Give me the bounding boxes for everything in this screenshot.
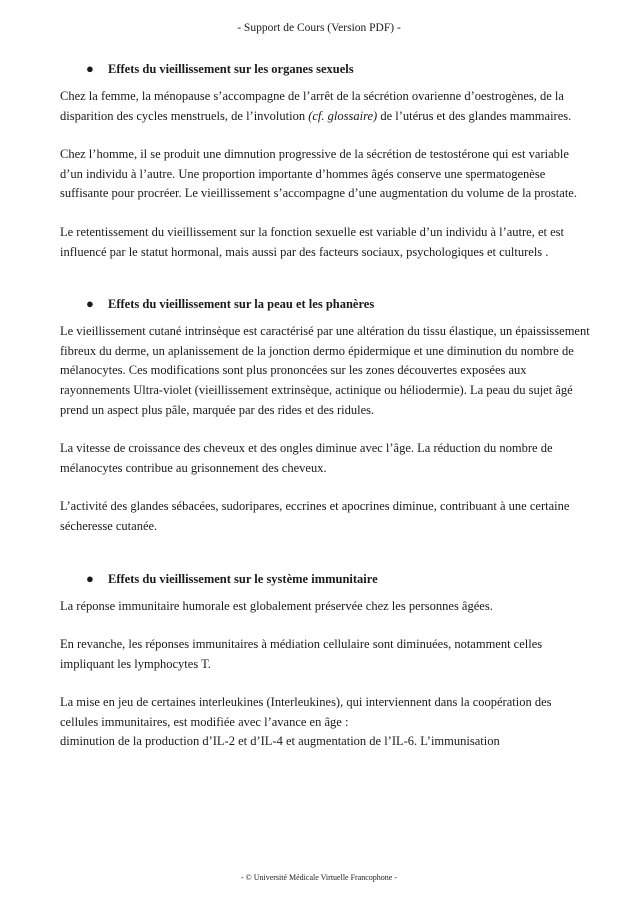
paragraph [60,87,590,126]
paragraph-text: Chez la femme, la ménopause s’accompagne de l’arrêt de la sécrétion ovarienne d’oestrogènes, de la disparition des cycles menstruels, de l’involution [60,89,564,123]
bullet-icon: ● [86,296,94,312]
paragraph: L’activité des glandes sébacées, sudoripares, eccrines et apocrines diminue, contribuant à une certaine sécheresse cutanée. [60,499,570,533]
section-heading-organes-sexuels [86,60,590,78]
bullet-icon: ● [86,570,94,586]
bullet-icon: ● [86,61,94,76]
page-header: - Support de Cours (Version PDF) - [237,22,401,34]
section-heading-systeme-immunitaire [86,570,590,588]
paragraph: Chez l’homme, il se produit une dimnution progressive de la sécrétion de testostérone qui est variable d’un individu à l’autre. Une proportion importante d’hommes âgés conserve une spermatogenèse suffisante pour procréer. Le vieillissement s’accompagne d’une augmentation du volume de la prostate. [60,147,577,201]
document-body [60,60,590,771]
section-heading-text: Effets du vieillissement sur la peau et les phanères [108,297,375,312]
paragraph: La réponse immunitaire humorale est globalement préservée chez les personnes âgées. [60,598,493,613]
paragraph: Le vieillissement cutané intrinsèque est caractérisé par une altération du tissu élastique, un épaississement fibreux du derme, un aplanissement de la jonction dermo épidermique et une diminution du nombre de mélanocytes. Ces modifications sont plus prononcées sur les zones découvertes exposées aux rayonnements Ultra-violet (vieillissement extrinsèque, actinique ou héliodermie). La peau du sujet âgé prend un aspect plus pâle, marquée par des rides et des ridules. [60,324,590,417]
paragraph: En revanche, les réponses immunitaires à médiation cellulaire sont diminuées, notamment celles impliquant les lymphocytes T. [60,637,543,671]
paragraph: diminution de la production d’IL-2 et d’IL-4 et augmentation de l’IL-6. L’immunisation [60,734,500,749]
section-heading-peau-phaneres [86,295,590,313]
page-footer: - © Université Médicale Virtuelle Francophone - [240,873,398,882]
section-heading-text: Effets du vieillissement sur le système immunitaire [108,571,378,586]
glossary-reference: (cf. glossaire) [308,108,378,123]
paragraph: La vitesse de croissance des cheveux et des ongles diminue avec l’âge. La réduction du nombre de mélanocytes contribue au grisonnement des cheveux. [60,441,553,475]
section-heading-text: Effets du vieillissement sur les organes sexuels [108,62,354,76]
paragraph: Le retentissement du vieillissement sur la fonction sexuelle est variable d’un individu à l’autre, et est influencé par le statut hormonal, mais aussi par des facteurs sociaux, psychologiques et culturels . [60,224,565,259]
paragraph: La mise en jeu de certaines interleukines (Interleukines), qui interviennent dans la coopération des cellules immunitaires, est modifiée avec l’avance en âge : [60,695,552,729]
paragraph-text: de l’utérus et des glandes mammaires. [377,108,572,123]
